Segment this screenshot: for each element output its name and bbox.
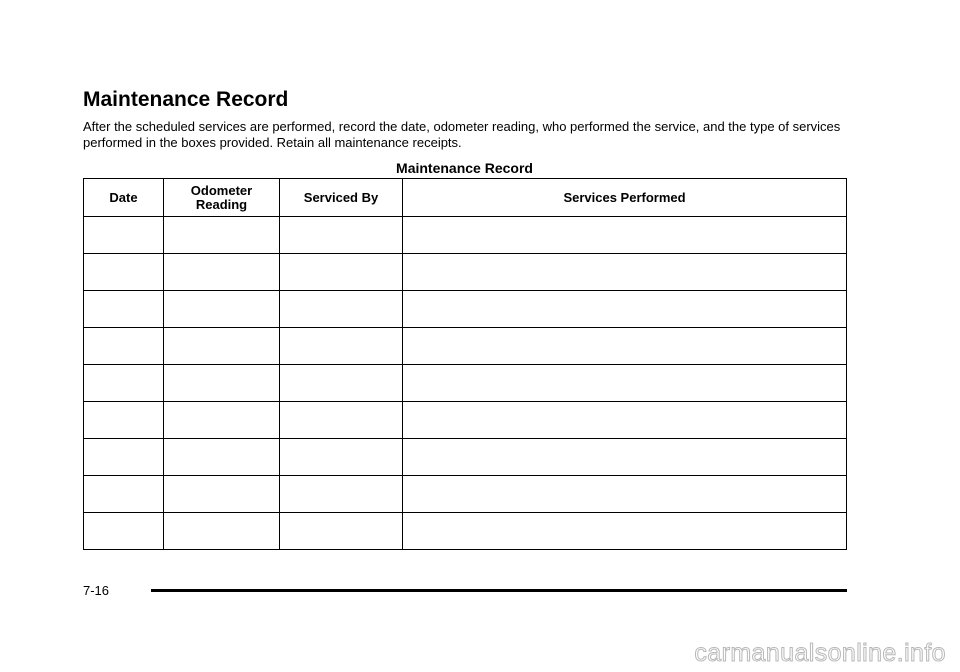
odometer-reading-cell [164, 328, 280, 365]
services-performed-cell [403, 365, 847, 402]
table-row [84, 217, 847, 254]
serviced-by-cell [280, 402, 403, 439]
date-cell [84, 291, 164, 328]
table-caption: Maintenance Record [396, 160, 533, 176]
footer-rule [151, 589, 847, 592]
intro-paragraph: After the scheduled services are performed, record the date, odometer reading, who performed the service, and the type of services performed in the boxes provided. Retain all maintenance receipts. [83, 119, 841, 150]
services-performed-cell [403, 439, 847, 476]
serviced-by-cell [280, 513, 403, 550]
table-row [84, 254, 847, 291]
odometer-reading-cell [164, 254, 280, 291]
column-header-odometer-reading: Odometer Reading [164, 179, 280, 217]
serviced-by-cell [280, 476, 403, 513]
table-row [84, 439, 847, 476]
column-header-services-performed: Services Performed [403, 179, 847, 217]
services-performed-cell [403, 402, 847, 439]
serviced-by-cell [280, 365, 403, 402]
table-row [84, 476, 847, 513]
serviced-by-cell [280, 291, 403, 328]
column-header-date: Date [84, 179, 164, 217]
table-row [84, 402, 847, 439]
table-row [84, 513, 847, 550]
watermark: carmanualsonline.info [694, 639, 946, 667]
odometer-reading-cell [164, 439, 280, 476]
serviced-by-cell [280, 254, 403, 291]
date-cell [84, 439, 164, 476]
services-performed-cell [403, 254, 847, 291]
date-cell [84, 476, 164, 513]
odometer-reading-cell [164, 291, 280, 328]
odometer-reading-cell [164, 217, 280, 254]
date-cell [84, 513, 164, 550]
date-cell [84, 365, 164, 402]
services-performed-cell [403, 328, 847, 365]
date-cell [84, 217, 164, 254]
date-cell [84, 402, 164, 439]
services-performed-cell [403, 513, 847, 550]
odometer-reading-cell [164, 402, 280, 439]
column-header-serviced-by: Serviced By [280, 179, 403, 217]
services-performed-cell [403, 291, 847, 328]
services-performed-cell [403, 476, 847, 513]
table-header-row [84, 179, 847, 217]
date-cell [84, 328, 164, 365]
odometer-reading-cell [164, 513, 280, 550]
maintenance-record-table [83, 178, 847, 550]
serviced-by-cell [280, 328, 403, 365]
odometer-reading-cell [164, 365, 280, 402]
serviced-by-cell [280, 217, 403, 254]
table-row [84, 291, 847, 328]
table-row [84, 328, 847, 365]
services-performed-cell [403, 217, 847, 254]
odometer-reading-cell [164, 476, 280, 513]
serviced-by-cell [280, 439, 403, 476]
page-title: Maintenance Record [83, 88, 289, 111]
table-row [84, 365, 847, 402]
date-cell [84, 254, 164, 291]
page-number: 7-16 [83, 583, 110, 598]
